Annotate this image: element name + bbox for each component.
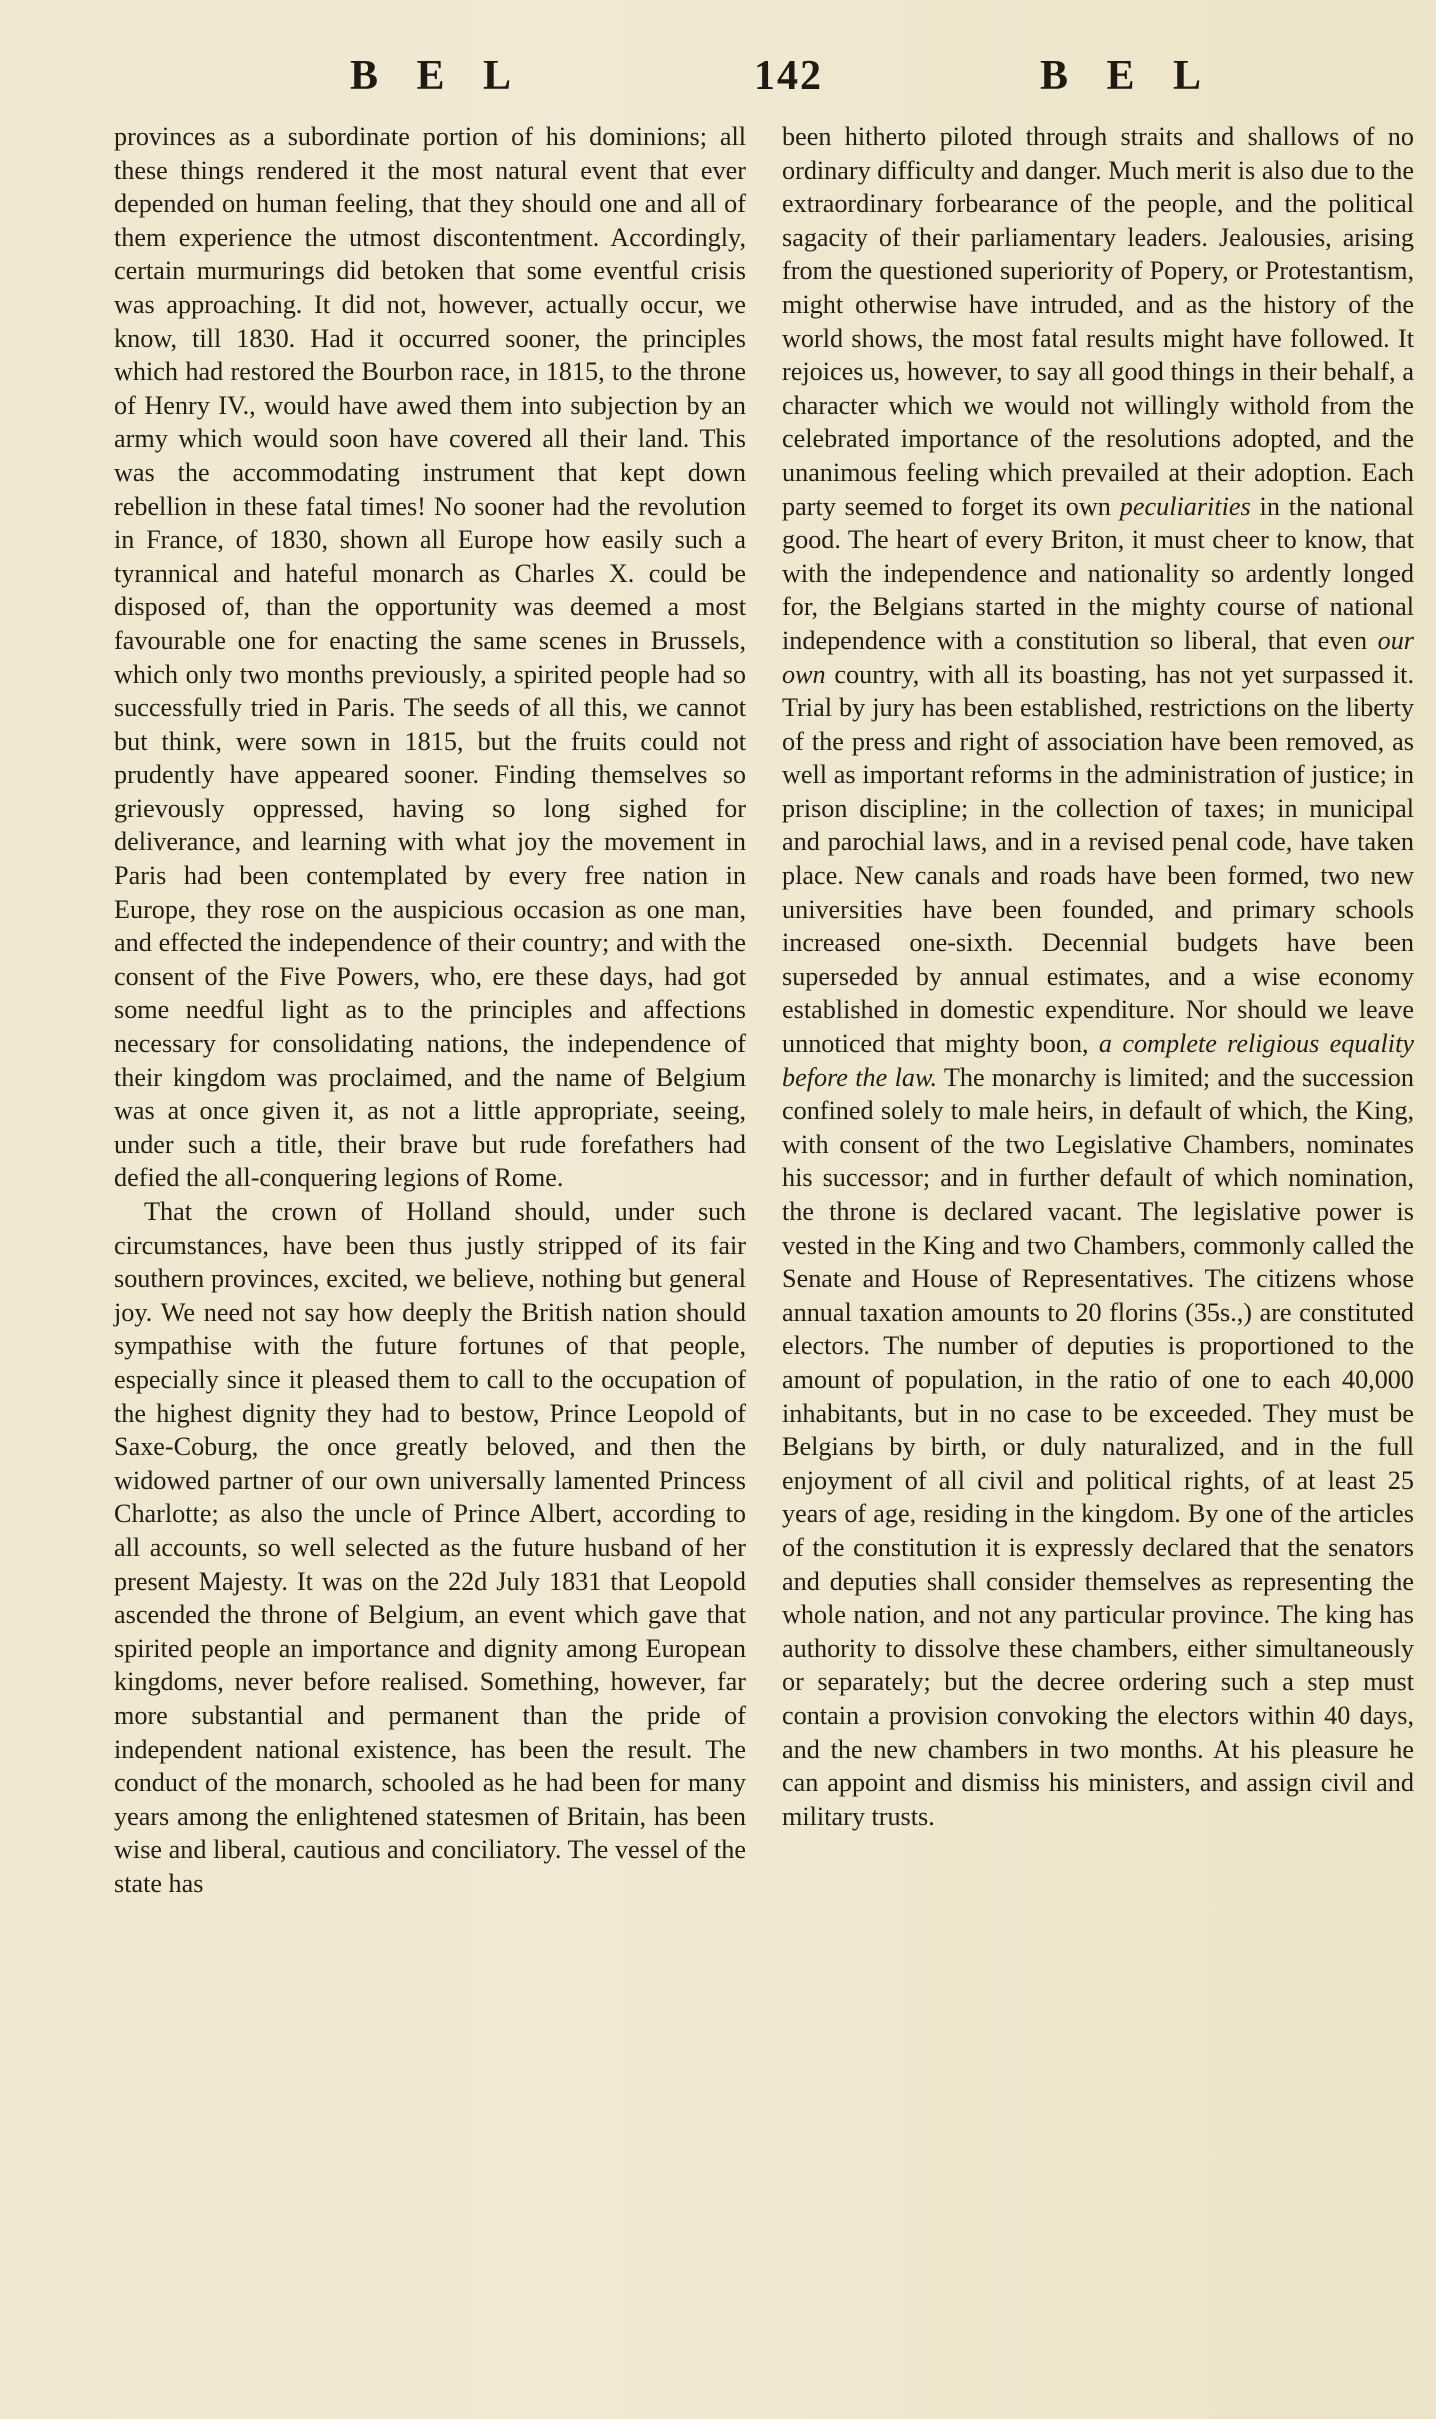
italic-phrase: peculiarities xyxy=(1119,491,1251,521)
paragraph xyxy=(114,120,746,1195)
paragraph xyxy=(782,120,1414,1833)
right-column xyxy=(782,120,1414,1900)
paragraph-text: in the national good. The heart of every Briton, it must cheer to know, that with the independence and nationality so ardently longed for, the Belgians started in the mighty course of national independence with a constitution so liberal, that even xyxy=(782,491,1414,655)
running-header xyxy=(0,52,1436,112)
paragraph-text: provinces as a subordinate portion of his dominions; all these things rendered it the most natural event that ever depended on human feeling, that they should one and all of them experience the utmost discontentment. Accordingly, certain murmurings did betoken that some eventful crisis was approaching. It did not, however, actually occur, we know, till 1830. Had it occurred sooner, the principles which had restored the Bourbon race, in 1815, to the throne of Henry IV., would have awed them into subjection by an army which would soon have covered all their land. This was the accommodating instrument that kept down rebellion in these fatal times! No sooner had the revolution in France, of 1830, shown all Europe how easily such a tyrannical and hateful monarch as Charles X. could be disposed of, than the opportunity was deemed a most favourable one for enacting the same scenes in Brussels, which only two months previously, a spirited people had so successfully tried in Paris. The seeds of all this, we cannot but think, were sown in 1815, but the fruits could not prudently have appeared sooner. Finding themselves so grievously oppressed, having so long sighed for deliverance, and learning with what joy the movement in Paris had been contemplated by every free nation in Europe, they rose on the auspicious occasion as one man, and effected the independence of their country; and with the consent of the Five Powers, who, ere these days, had got some needful light as to the principles and affections necessary for consolidating nations, the independence of their kingdom was proclaimed, and the name of Belgium was at once given it, as not a little appropriate, seeing, under such a title, their brave but rude forefathers had defied the all-conquering legions of Rome. xyxy=(114,122,746,1193)
header-right-word: B E L xyxy=(1040,53,1216,99)
page-number: 142 xyxy=(754,53,823,99)
text-columns xyxy=(114,120,1414,1900)
left-column xyxy=(114,120,746,1900)
paragraph-text: been hitherto piloted through straits and shallows of no ordinary difficulty and danger. Much merit is also due to the extraordinary forbearance of the people, and the political sagacity of their parliamentary leaders. Jealousies, arising from the questioned superiority of Popery, or Protestantism, might otherwise have intruded, and as the history of the world shows, the most fatal results might have followed. It rejoices us, however, to say all good things in their behalf, a character which we would not willingly withold from the celebrated importance of the resolutions adopted, and the unanimous feeling which prevailed at their adoption. Each party seemed to forget its own xyxy=(782,122,1414,521)
paragraph-text: That the crown of Holland should, under such circumstances, have been thus justly stripped of its fair southern provinces, excited, we believe, nothing but general joy. We need not say how deeply the British nation should sympathise with the future fortunes of that people, especially since it pleased them to call to the occupation of the highest dignity they had to bestow, Prince Leopold of Saxe-Coburg, the once greatly beloved, and then the widowed partner of our own universally lamented Princess Charlotte; as also the uncle of Prince Albert, according to all accounts, so well selected as the future husband of her present Majesty. It was on the 22d July 1831 that Leopold ascended the throne of Belgium, an event which gave that spirited people an importance and dignity among European kingdoms, never before realised. Something, however, far more substantial and permanent than the pride of independent national existence, has been the result. The conduct of the monarch, schooled as he had been for many years among the enlightened statesmen of Britain, has been wise and liberal, cautious and conciliatory. The vessel of the state has xyxy=(114,1197,746,1898)
italic-phrase: our own xyxy=(782,625,1414,689)
italic-phrase: a complete religious equality before the law. xyxy=(782,1029,1414,1092)
paragraph-text: The monarchy is limited; and the succession confined solely to male heirs, in default of which, the King, with consent of the two Legislative Chambers, nominates his successor; and in further default of which nomination, the throne is declared vacant. The legislative power is vested in the King and two Chambers, commonly called the Senate and House of Representatives. The citizens whose annual taxation amounts to 20 florins (35s.,) are constituted electors. The number of deputies is proportioned to the amount of population, in the ratio of one to each 40,000 inhabitants, but in no case to be exceeded. They must be Belgians by birth, or duly naturalized, and in the full enjoyment of all civil and political rights, of at least 25 years of age, residing in the kingdom. By one of the articles of the constitution it is expressly declared that the senators and deputies shall consider themselves as representing the whole nation, and not any particular province. The king has authority to dissolve these chambers, either simultaneously or separately; but the decree ordering such a step must contain a provision convoking the electors within 40 days, and the new chambers in two months. At his pleasure he can appoint and dismiss his ministers, and assign civil and military trusts. xyxy=(782,1062,1414,1831)
paragraph-text: country, with all its boasting, has not yet surpassed it. Trial by jury has been established, restrictions on the liberty of the press and right of association have been removed, as well as important reforms in the administration of justice; in prison discipline; in the collection of taxes; in municipal and parochial laws, and in a revised penal code, have taken place. New canals and roads have been formed, two new universities have been founded, and primary schools increased one-sixth. Decennial budgets have been superseded by annual estimates, and a wise economy established in domestic expenditure. Nor should we leave unnoticed that mighty boon, xyxy=(782,659,1414,1059)
header-left-word: B E L xyxy=(350,53,526,99)
paragraph xyxy=(114,1195,746,1900)
